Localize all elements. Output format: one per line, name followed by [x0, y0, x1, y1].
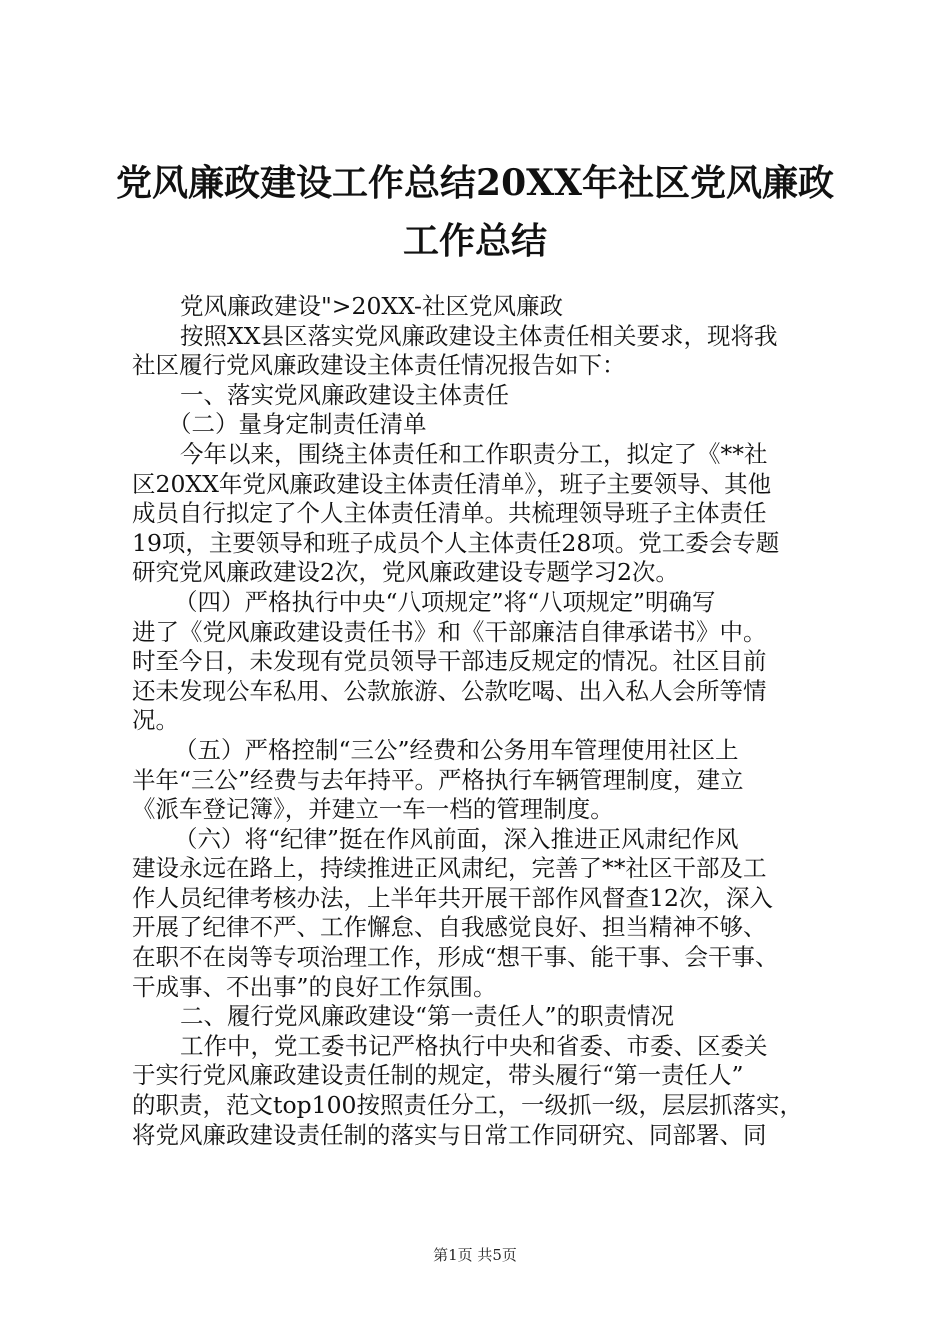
document-title-line-2: 工作总结: [402, 220, 547, 262]
body-line: （六）将“纪律”挺在作风前面，深入推进正风肃纪作风: [174, 824, 739, 853]
subsection-heading: （二）量身定制责任清单: [168, 410, 427, 439]
body-line: 工作中，党工委书记严格执行中央和省委、市委、区委关: [180, 1031, 768, 1060]
body-line: 19项，主要领导和班子成员个人主体责任28项。党工委会专题: [132, 528, 780, 557]
body-line: 开展了纪律不严、工作懈怠、自我感觉良好、担当精神不够、: [132, 913, 767, 942]
body-line: 于实行党风廉政建设责任制的规定，带头履行“第一责任人”: [132, 1061, 744, 1090]
body-line: 党风廉政建设">20XX-社区党风廉政: [180, 292, 563, 320]
body-line: 的职责，范文top100按照责任分工，一级抓一级，层层抓落实，: [132, 1091, 803, 1120]
section-heading: 一、落实党风廉政建设主体责任: [180, 380, 509, 409]
body-line: 今年以来，围绕主体责任和工作职责分工，拟定了《**社: [180, 439, 768, 468]
body-line: 按照XX县区落实党风廉政建设主体责任相关要求，现将我: [180, 321, 778, 350]
body-line: 成员自行拟定了个人主体责任清单。共梳理领导班子主体责任: [132, 499, 767, 528]
body-line: 还未发现公车私用、公款旅游、公款吃喝、出入私人会所等情: [132, 676, 767, 705]
document-body: [132, 292, 832, 1150]
body-line: 区20XX年党风廉政建设主体责任清单》，班子主要领导、其他: [132, 469, 772, 498]
body-line: 半年“三公”经费与去年持平。严格执行车辆管理制度，建立: [132, 765, 744, 794]
document-title-line-1: 党风廉政建设工作总结20XX年社区党风廉政: [116, 162, 834, 204]
body-line: 况。: [132, 706, 179, 735]
body-line: 将党风廉政建设责任制的落实与日常工作同研究、同部署、同: [132, 1120, 767, 1149]
body-line: 《派车登记簿》，并建立一车一档的管理制度。: [132, 795, 614, 824]
body-line: 建设永远在路上，持续推进正风肃纪，完善了**社区干部及工: [132, 854, 767, 883]
body-line: 社区履行党风廉政建设主体责任情况报告如下：: [132, 351, 626, 380]
body-line: 干成事、不出事”的良好工作氛围。: [132, 972, 497, 1001]
body-line: （四）严格执行中央“八项规定”将“八项规定”明确写: [174, 587, 716, 616]
body-line: 作人员纪律考核办法，上半年共开展干部作风督查12次，深入: [132, 883, 773, 912]
body-line: 研究党风廉政建设2次，党风廉政建设专题学习2次。: [132, 558, 679, 587]
body-line: （五）严格控制“三公”经费和公务用车管理使用社区上: [174, 735, 739, 764]
body-line: 时至今日，未发现有党员领导干部违反规定的情况。社区目前: [132, 647, 767, 676]
section-heading: 二、履行党风廉政建设“第一责任人”的职责情况: [180, 1002, 675, 1031]
body-line: 在职不在岗等专项治理工作，形成“想干事、能干事、会干事、: [132, 943, 779, 972]
page-number-footer: 第1页 共5页: [433, 1246, 517, 1264]
body-line: 进了《党风廉政建设责任书》和《干部廉洁自律承诺书》中。: [132, 617, 767, 646]
